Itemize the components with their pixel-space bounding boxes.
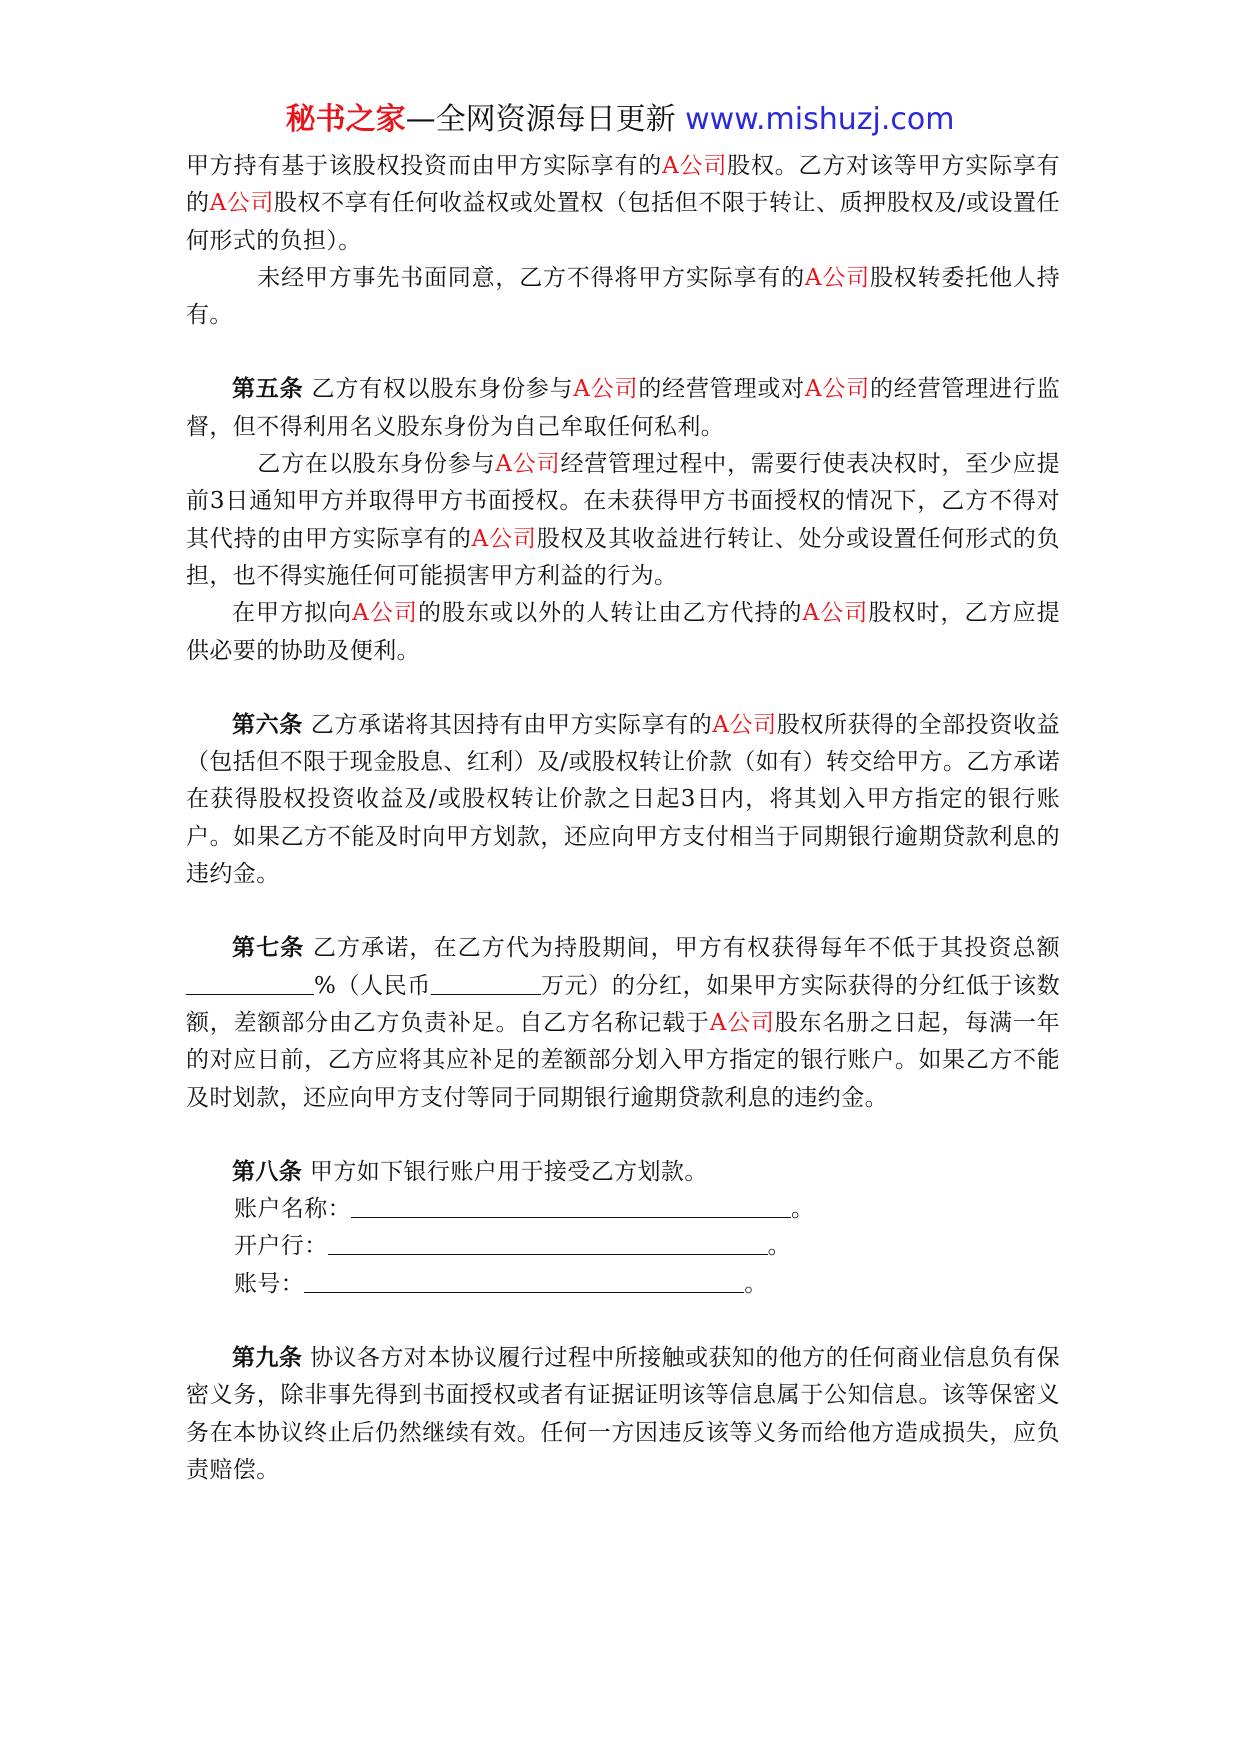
header-brand: 秘书之家 — [285, 102, 406, 137]
article-5-p1: 第五条 乙方有权以股东身份参与A公司的经营管理或对A公司的经营管理进行监督，但不得利用名义股东身份为自己牟取任何私利。 — [186, 376, 1060, 440]
article-title: 第五条 — [232, 376, 304, 403]
bank-blank — [328, 1229, 768, 1255]
company-name: A公司 — [709, 1009, 775, 1036]
bank-line: 开户行： 。 — [186, 1228, 1060, 1265]
company-name: A公司 — [804, 376, 870, 403]
page-header — [0, 100, 1240, 140]
company-name: A公司 — [209, 190, 274, 217]
account-name-line: 账户名称： 。 — [186, 1191, 1060, 1228]
paragraph-no-re-entrust: 未经甲方事先书面同意，乙方不得将甲方实际享有的A公司股权转委托他人持有。 — [186, 264, 1061, 329]
article-title: 第六条 — [232, 711, 303, 738]
header-url[interactable]: www.mishuzj.com — [685, 102, 955, 137]
article-5-p2: 乙方在以股东身份参与A公司经营管理过程中，需要行使表决权时，至少应提前3日通知甲方并取得甲方书面授权。在未获得甲方书面授权的情况下，乙方不得对其代持的由甲方实际享有的A公司股权及其收益进行转让、处分或设置任何形式的负担，也不得实施任何可能损害甲方利益的行为。 — [186, 451, 1061, 589]
company-name: A公司 — [495, 451, 561, 478]
article-title: 第八条 — [232, 1158, 303, 1185]
company-name: A公司 — [804, 264, 870, 291]
company-name: A公司 — [573, 376, 639, 403]
paragraph-equity-holding: 甲方持有基于该股权投资而由甲方实际享有的A公司股权。乙方对该等甲方实际享有的A公司股权不享有任何收益权或处置权（包括但不限于转让、质押股权及/或设置任何形式的负担）。 — [186, 153, 1061, 254]
article-7: 第七条 乙方承诺，在乙方代为持股期间，甲方有权获得每年不低于其投资总额%（人民币 万元）的分红，如果甲方实际获得的分红低于该数额，差额部分由乙方负责补足。自乙方名称记载于A公司股东名册之日起，每满一年的对应日前，乙方应将其应补足的差额部分划入甲方指定的银行账户。如果乙方不能及时划款，还应向甲方支付等同于同期银行逾期贷款利息的违约金。 — [186, 935, 1060, 1111]
article-9: 第九条 协议各方对本协议履行过程中所接触或获知的他方的任何商业信息负有保密义务，除非事先得到书面授权或者有证据证明该等信息属于公知信息。该等保密义务在本协议终止后仍然继续有效。任何一方因违反该等义务而给他方造成损失，应负责赔偿。 — [186, 1345, 1060, 1483]
article-5-p3: 在甲方拟向A公司的股东或以外的人转让由乙方代持的A公司股权时，乙方应提供必要的协助及便利。 — [186, 600, 1061, 664]
account-number-blank — [304, 1266, 744, 1292]
document-body — [186, 148, 1060, 1489]
amount-blank — [431, 968, 541, 994]
company-name: A公司 — [352, 600, 418, 627]
company-name: A公司 — [662, 153, 728, 179]
company-name: A公司 — [712, 711, 777, 738]
article-6: 第六条 乙方承诺将其因持有由甲方实际享有的A公司股权所获得的全部投资收益（包括但不限于现金股息、红利）及/或股权转让价款（如有）转交给甲方。乙方承诺在获得股权投资收益及/或股权转让价款之日起3日内，将其划入甲方指定的银行账户。如果乙方不能及时向甲方划款，还应向甲方支付相当于同期银行逾期贷款利息的违约金。 — [186, 711, 1060, 888]
company-name: A公司 — [802, 600, 869, 627]
article-8: 第八条 甲方如下银行账户用于接受乙方划款。 — [232, 1158, 708, 1185]
account-name-blank — [351, 1192, 791, 1218]
percent-blank — [186, 968, 314, 994]
company-name: A公司 — [471, 525, 537, 552]
header-slogan: —全网资源每日更新 — [405, 102, 676, 137]
account-number-line: 账号： 。 — [186, 1266, 1060, 1303]
article-title: 第九条 — [232, 1345, 303, 1372]
article-title: 第七条 — [232, 935, 305, 962]
